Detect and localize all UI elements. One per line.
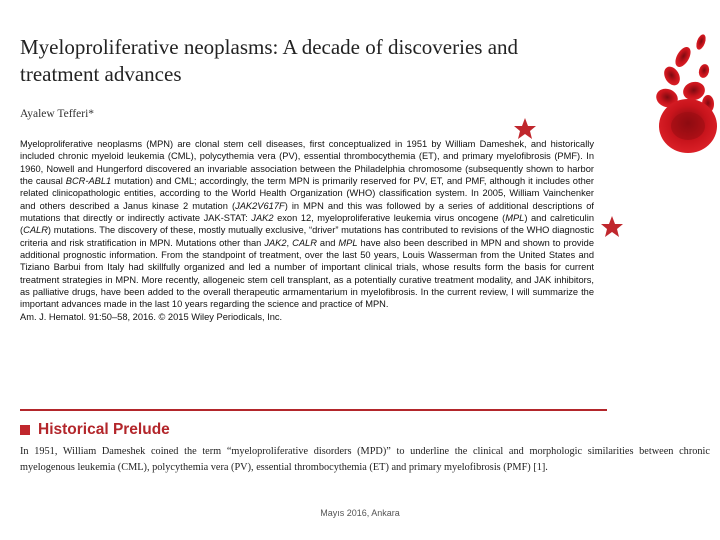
abstract-text: ) in MPN and this was followed by a series of additional descriptions of mutations that directly or indirectly activate JAK-STAT: bbox=[20, 200, 594, 224]
gene-term: JAK2V617F bbox=[235, 200, 285, 211]
abstract-text: ) mutations. The discovery of these, mostly mutually exclusive, “driver” mutations has contributed to revisions of the WHO diagnostic criteria and risk stratification in MPN. Mutations other than bbox=[20, 225, 594, 248]
section-body: In 1951, William Dameshek coined the term “myeloproliferative disorders (MPD)” to underline the clinical and morphologic similarities between chronic myelogenous leukemia (CML), polycythemia vera (PV), essential thrombocythemia (ET) and primary myelofibrosis (PMF) [1]. bbox=[20, 446, 710, 473]
abstract-text: have also been described in MPN and shown to provide additional prognostic information. From the standpoint of treatment, over the last 50 years, Louis Wasserman from the United States and Tiziano Barbui from Italy had skillfully organized and led a number of important clinical trials, whose results form the basis for current treatment strategies in MPN. More recently, allogeneic stem cell transplant, as a potentially curative treatment modality, and JAK inhibitors, as palliative drugs, have been added to the overall therapeutic armamentarium in myelofibrosis. In the current review, I will summarize the important advances made in the last 10 years regarding the science and practice of MPN. bbox=[20, 237, 594, 310]
abstract-text: Myeloproliferative neoplasms (MPN) are clonal stem cell diseases, first conceptualized in 1951 by William Dameshek, and historically included chronic myeloid leukemia (CML), polycythemia vera (PV), essential thrombocythemia (ET), and primary myelofibrosis (PMF). In 1960, Nowell and Hungerford discovered an invariable association between the Philadelphia chromosome (subsequently shown to harbor the causal bbox=[20, 139, 594, 187]
red-blood-cells-icon bbox=[654, 33, 717, 153]
gene-term: MPL bbox=[505, 213, 525, 224]
article-author: Ayalew Tefferi* bbox=[20, 108, 95, 120]
section-heading: Historical Prelude bbox=[38, 421, 170, 438]
journal-citation: Am. J. Hematol. 91:50–58, 2016. © 2015 Wiley Periodicals, Inc. bbox=[20, 311, 283, 322]
gene-term: JAK2 bbox=[264, 237, 287, 248]
gene-term: CALR bbox=[23, 225, 48, 236]
star-icon bbox=[601, 216, 623, 237]
gene-term: JAK2 bbox=[251, 213, 274, 224]
abstract-text: ) and calreticulin ( bbox=[20, 213, 594, 236]
abstract-text: exon 12, myeloproliferative leukemia virus oncogene ( bbox=[273, 213, 506, 224]
article-title: Myeloproliferative neoplasms: A decade of discoveries and treatment advances bbox=[20, 35, 519, 86]
abstract-text: , bbox=[286, 237, 293, 248]
star-icon bbox=[514, 118, 536, 139]
abstract-text: and bbox=[316, 237, 339, 248]
footer-text: Mayıs 2016, Ankara bbox=[320, 508, 400, 518]
gene-term: BCR-ABL1 bbox=[65, 176, 112, 187]
gene-term: MPL bbox=[338, 237, 358, 248]
gene-term: CALR bbox=[292, 237, 317, 248]
abstract-text: mutation) and CML; accordingly, the term MPN is primarily reserved for PV, ET, and PMF, although it includes other related clinicopathologic entities, according to the World Health Organization (WHO) classification system. In 2005, William Vainchenker and others described a Janus kinase 2 mutation ( bbox=[20, 176, 595, 211]
